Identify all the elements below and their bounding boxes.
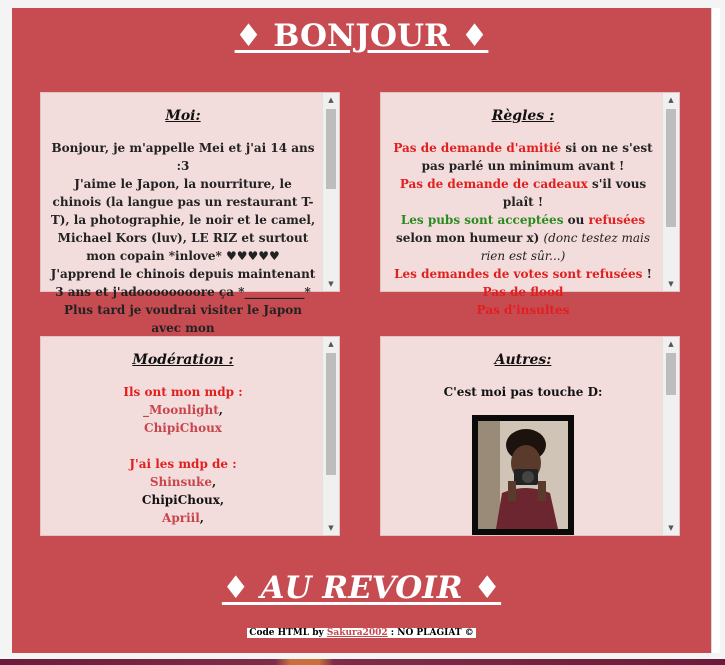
scroll-thumb[interactable] (666, 353, 676, 395)
rule-text: ou (563, 213, 589, 227)
rule-text: s'il vous plaît ! (502, 177, 647, 209)
rule-1 (387, 139, 659, 175)
credits-line (247, 628, 475, 638)
other-text: C'est moi pas touche D: (443, 385, 603, 399)
scroll-down-arrow-icon[interactable]: ▼ (668, 524, 674, 532)
rule-2 (387, 175, 659, 211)
rules-scrollbar[interactable] (662, 93, 679, 291)
scroll-up-arrow-icon[interactable]: ▲ (328, 340, 334, 348)
rule-6: Pas d'insultes (476, 303, 570, 317)
about-me-content (41, 93, 325, 335)
other-box[interactable] (380, 336, 680, 536)
rule-3 (387, 211, 659, 265)
rule-highlight: Pas de demande de cadeaux (399, 177, 588, 191)
credits (12, 628, 711, 638)
moderation-scrollbar[interactable] (322, 337, 339, 535)
rules-content (381, 93, 665, 317)
moderation-user: Apriil (162, 511, 200, 525)
scroll-down-arrow-icon[interactable]: ▼ (328, 524, 334, 532)
photo-image (478, 421, 568, 529)
moderation-item: ChipiChoux, (141, 493, 225, 507)
moderation-item: ChipiChoux (144, 421, 222, 435)
bottom-decoration-bar (0, 659, 725, 665)
moderation-content (41, 337, 325, 535)
about-me-line: J'aime le Japon, la nourriture, le chinois (la langue pas un restaurant T-T), la photographie, le noir et le camel, Michael Kors (luv), LE RIZ et surtout mon copain *inlove* ♥♥♥♥♥ (50, 177, 316, 263)
profile-panel (12, 8, 712, 653)
scroll-thumb[interactable] (666, 109, 676, 227)
page-edge (711, 8, 720, 653)
rule-highlight: Les demandes de votes sont refusées (394, 267, 643, 281)
about-me-scrollbar[interactable] (322, 93, 339, 291)
about-me-heading: Moi: (165, 108, 201, 124)
page-title: ♦ BONJOUR ♦ (234, 18, 489, 54)
rule-text: si on ne s'est pas parlé un minimum avant ! (421, 141, 653, 173)
rule-highlight: refusées (588, 213, 646, 227)
rule-note: (donc testez mais rien est sûr...) (480, 231, 650, 263)
rules-heading: Règles : (491, 108, 555, 124)
credits-suffix: : NO PLAGIAT © (387, 628, 474, 638)
profile-photo (472, 415, 574, 535)
rule-4 (387, 265, 659, 283)
scroll-down-arrow-icon[interactable]: ▼ (668, 280, 674, 288)
scroll-down-arrow-icon[interactable]: ▼ (328, 280, 334, 288)
rule-highlight: Pas de demande d'amitié (393, 141, 562, 155)
about-me-line: Plus tard je voudrai visiter le Japon avec mon (64, 303, 302, 335)
rules-box[interactable] (380, 92, 680, 317)
rule-highlight-green: Les pubs sont acceptées (400, 213, 564, 227)
goodbye-title: ♦ AU REVOIR ♦ (221, 570, 502, 606)
selfie-illustration (478, 421, 568, 529)
moderation-item: Apriil, (162, 511, 204, 525)
moderation-user: _Moonlight (143, 403, 219, 417)
moderation-item: Shinsuke, (149, 475, 217, 489)
other-content (381, 337, 665, 535)
scroll-thumb[interactable] (326, 109, 336, 189)
about-me-line: Bonjour, je m'appelle Mei et j'ai 14 ans :3 (51, 141, 315, 173)
moderation-group-title: Ils ont mon mdp : (123, 385, 243, 399)
about-me-line: J'apprend le chinois depuis maintenant 3 ans et j'adoooooooore ça *__________* (50, 267, 316, 299)
scroll-thumb[interactable] (326, 353, 336, 475)
about-me-box[interactable] (40, 92, 340, 335)
moderation-user: ChipiChoux (141, 493, 220, 507)
credits-prefix: Code HTML by (249, 628, 327, 638)
moderation-group-title: J'ai les mdp de : (129, 457, 237, 471)
other-scrollbar[interactable] (662, 337, 679, 535)
scroll-up-arrow-icon[interactable]: ▲ (668, 96, 674, 104)
moderation-user: Shinsuke (149, 475, 212, 489)
rule-5: Pas de flood (482, 285, 564, 299)
moderation-heading: Modération : (132, 352, 234, 368)
other-heading: Autres: (494, 352, 552, 368)
moderation-box[interactable] (40, 336, 340, 536)
moderation-item: _Moonlight, (143, 403, 223, 417)
rule-text: selon mon humeur x) (395, 231, 544, 245)
rule-text: ! (642, 267, 652, 281)
scroll-up-arrow-icon[interactable]: ▲ (328, 96, 334, 104)
scroll-up-arrow-icon[interactable]: ▲ (668, 340, 674, 348)
credits-author-link[interactable]: Sakura2002 (326, 628, 388, 638)
